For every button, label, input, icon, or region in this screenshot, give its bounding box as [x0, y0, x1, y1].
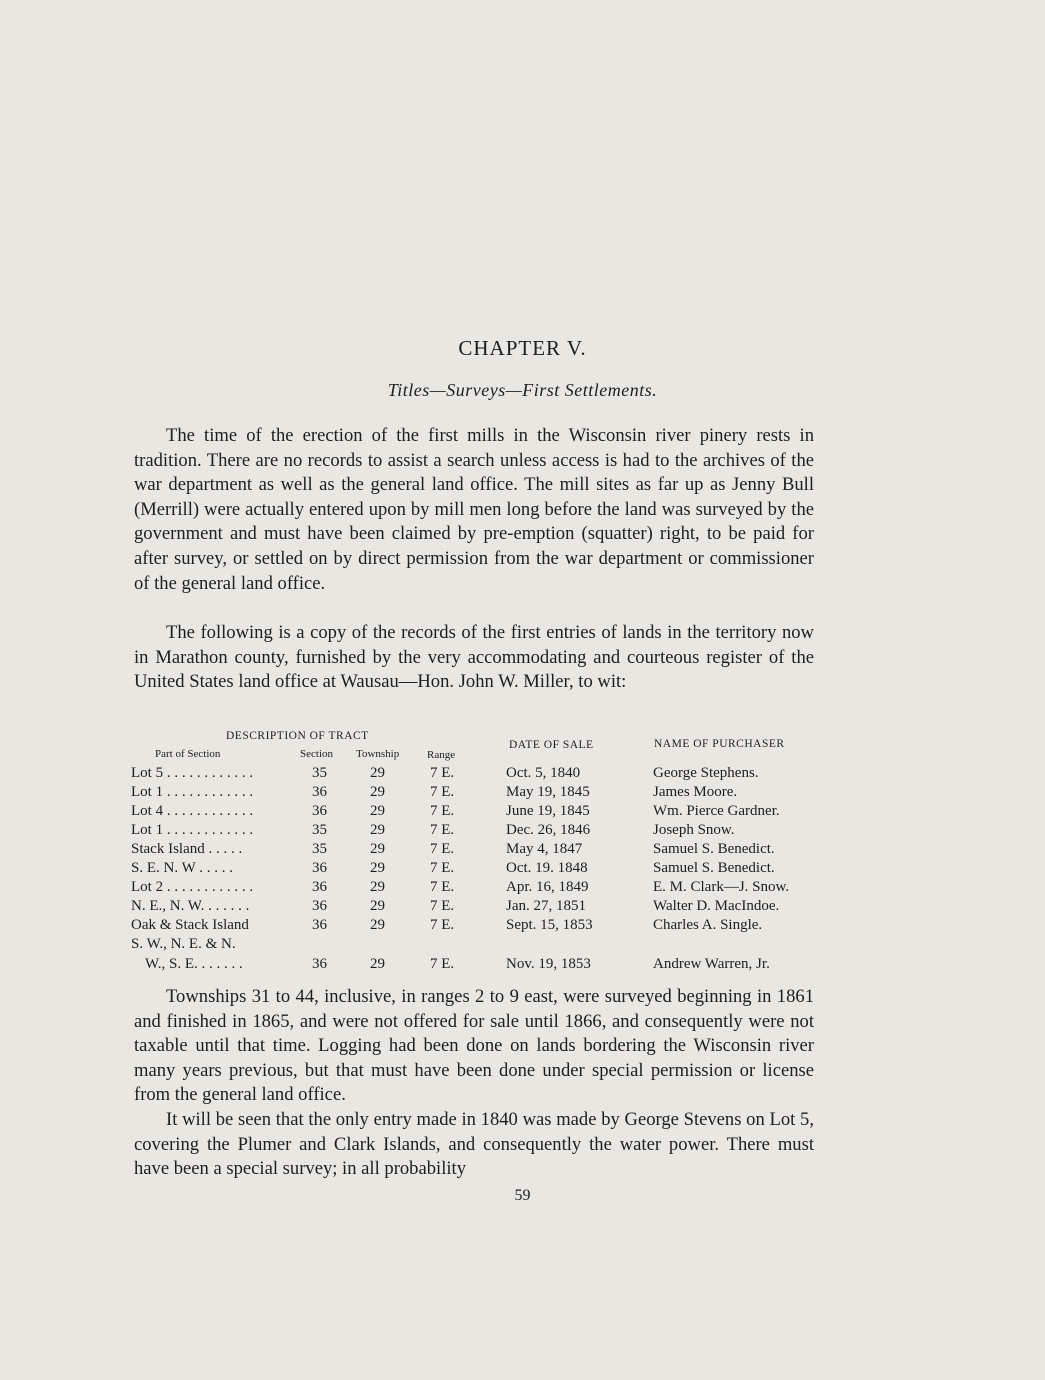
table-row — [0, 765, 1045, 784]
cell-section: 36 — [312, 860, 327, 876]
table-header-township: Township — [356, 748, 400, 760]
cell-section: 36 — [312, 917, 327, 933]
cell-township: 29 — [370, 860, 385, 876]
table-header-section: Section — [300, 748, 333, 760]
cell-date: Oct. 5, 1840 — [506, 765, 581, 781]
paragraph-1: The time of the erection of the first mills in the Wisconsin river pinery rests in tradition. There are no records to assist a search unless access is had to the archives of the war department as well as the general land office. The mill sites as far up as Jenny Bull (Merrill) were actually entered upon by mill men long before the land was surveyed by the government and must have been claimed by pre-emption (squatter) right, to be paid for after survey, or settled on by direct permission from the war department or commissioner of the general land office. — [134, 425, 814, 594]
table-row — [0, 879, 1045, 898]
cell-township: 29 — [370, 956, 385, 972]
table-header-name: NAME OF PURCHASER — [654, 738, 785, 750]
cell-section: 35 — [312, 822, 327, 838]
chapter-subtitle: Titles—Surveys—First Settlements. — [387, 380, 658, 400]
cell-part: Lot 5 . . . . . . . . . . . . — [131, 765, 254, 781]
cell-range: 7 E. — [430, 879, 455, 895]
cell-section: 35 — [312, 841, 327, 857]
paragraph-3: Townships 31 to 44, inclusive, in ranges 2 to 9 east, were surveyed beginning in 1861 and finished in 1865, and were not offered for sale until 1866, and consequently were not taxable until that time. Logging had been done on lands bordering the Wisconsin river many years previous, but that must have been done under special permission or license from the general land office. — [134, 986, 814, 1106]
cell-name: Walter D. MacIndoe. — [653, 898, 780, 914]
cell-part: Lot 4 . . . . . . . . . . . . — [131, 803, 254, 819]
cell-part: Lot 1 . . . . . . . . . . . . — [131, 822, 254, 838]
cell-section: 36 — [312, 898, 327, 914]
table-row — [0, 898, 1045, 917]
cell-range: 7 E. — [430, 860, 455, 876]
cell-section: 36 — [312, 784, 327, 800]
table-row — [0, 917, 1045, 936]
cell-township: 29 — [370, 784, 385, 800]
cell-range: 7 E. — [430, 956, 455, 972]
cell-date: Apr. 16, 1849 — [506, 879, 589, 895]
table-group-header: DESCRIPTION OF TRACT — [226, 730, 369, 742]
cell-section: 36 — [312, 956, 327, 972]
cell-name: Joseph Snow. — [653, 822, 735, 838]
cell-part: Stack Island . . . . . — [131, 841, 243, 857]
cell-name: Charles A. Single. — [653, 917, 763, 933]
cell-part: Oak & Stack Island — [131, 917, 249, 933]
cell-name: George Stephens. — [653, 765, 759, 781]
paragraph-2: The following is a copy of the records of the first entries of lands in the territory now in Marathon county, furnished by the very accommodating and courteous register of the United States land office at Wausau—Hon. John W. Miller, to wit: — [134, 622, 814, 693]
table-row — [0, 803, 1045, 822]
table-row — [0, 841, 1045, 860]
table-row — [0, 860, 1045, 879]
cell-part: N. E., N. W. . . . . . . — [131, 898, 250, 914]
cell-name: Samuel S. Benedict. — [653, 860, 775, 876]
cell-date: Nov. 19, 1853 — [506, 956, 591, 972]
cell-name: E. M. Clark—J. Snow. — [653, 879, 790, 895]
cell-township: 29 — [370, 879, 385, 895]
cell-township: 29 — [370, 822, 385, 838]
cell-part: W., S. E. . . . . . . — [145, 956, 243, 972]
cell-range: 7 E. — [430, 803, 455, 819]
cell-range: 7 E. — [430, 822, 455, 838]
cell-range: 7 E. — [430, 841, 455, 857]
cell-part: Lot 2 . . . . . . . . . . . . — [131, 879, 254, 895]
cell-township: 29 — [370, 841, 385, 857]
cell-range: 7 E. — [430, 784, 455, 800]
cell-range: 7 E. — [430, 917, 455, 933]
cell-section: 36 — [312, 803, 327, 819]
cell-name: Wm. Pierce Gardner. — [653, 803, 780, 819]
cell-date: Sept. 15, 1853 — [506, 917, 593, 933]
cell-part: Lot 1 . . . . . . . . . . . . — [131, 784, 254, 800]
page-number: 59 — [514, 1187, 531, 1204]
cell-section: 35 — [312, 765, 327, 781]
cell-section: 36 — [312, 879, 327, 895]
chapter-heading: CHAPTER V. — [458, 336, 587, 360]
cell-date: Oct. 19. 1848 — [506, 860, 588, 876]
table-header-date: DATE OF SALE — [509, 739, 594, 751]
cell-range: 7 E. — [430, 898, 455, 914]
cell-township: 29 — [370, 803, 385, 819]
paragraph-4: It will be seen that the only entry made in 1840 was made by George Stevens on Lot 5, covering the Plumer and Clark Islands, and consequently the water power. There must have been a special survey; in all probability — [134, 1109, 814, 1180]
cell-date: May 4, 1847 — [506, 841, 583, 857]
cell-township: 29 — [370, 917, 385, 933]
cell-name: James Moore. — [653, 784, 738, 800]
cell-range: 7 E. — [430, 765, 455, 781]
table-row — [0, 784, 1045, 803]
cell-date: Dec. 26, 1846 — [506, 822, 591, 838]
cell-part: S. W., N. E. & N. — [131, 936, 236, 952]
table-row — [0, 936, 1045, 955]
cell-part: S. E. N. W . . . . . — [131, 860, 233, 876]
table-header-range: Range — [427, 749, 456, 761]
table-header-part: Part of Section — [155, 748, 221, 760]
cell-township: 29 — [370, 765, 385, 781]
cell-name: Samuel S. Benedict. — [653, 841, 775, 857]
cell-date: May 19, 1845 — [506, 784, 590, 800]
cell-name: Andrew Warren, Jr. — [653, 956, 770, 972]
table-row — [0, 822, 1045, 841]
cell-township: 29 — [370, 898, 385, 914]
cell-date: June 19, 1845 — [506, 803, 590, 819]
table-row — [0, 956, 1045, 975]
cell-date: Jan. 27, 1851 — [506, 898, 586, 914]
